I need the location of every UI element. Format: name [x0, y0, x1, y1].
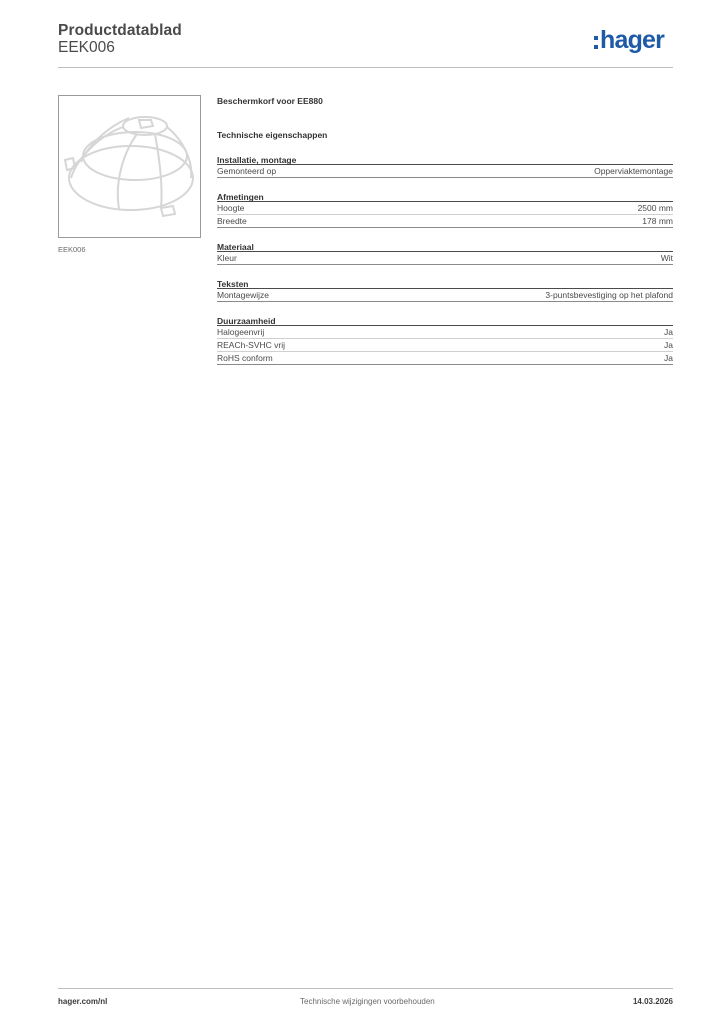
logo-dots-icon	[594, 36, 598, 49]
spec-row	[217, 202, 673, 215]
spec-section	[217, 242, 673, 265]
footer-disclaimer: Technische wijzigingen voorbehouden	[300, 997, 435, 1006]
spec-section-title: Teksten	[217, 279, 673, 289]
footer-divider	[58, 988, 673, 989]
spec-label: Halogeenvrij	[217, 327, 265, 337]
spec-section	[217, 192, 673, 228]
spec-label: Montagewijze	[217, 290, 269, 300]
spec-section-title: Afmetingen	[217, 192, 673, 202]
footer-website-link[interactable]: hager.com/nl	[58, 997, 108, 1006]
spec-value: Ja	[664, 353, 673, 363]
protective-cage-illustration	[59, 96, 200, 237]
spec-section	[217, 316, 673, 365]
spec-label: Hoogte	[217, 203, 245, 213]
spec-section	[217, 279, 673, 302]
spec-row	[217, 252, 673, 265]
spec-section-title: Duurzaamheid	[217, 316, 673, 326]
spec-row	[217, 165, 673, 178]
spec-value: Ja	[664, 327, 673, 337]
spec-section	[217, 155, 673, 178]
spec-value: Opperviaktemontage	[594, 166, 673, 176]
spec-sections	[217, 155, 673, 365]
spec-value: Wit	[660, 253, 673, 263]
spec-label: REACh-SVHC vrij	[217, 340, 286, 350]
spec-value: 178 mm	[642, 216, 673, 226]
technical-properties-title: Technische eigenschappen	[217, 130, 328, 140]
page-title: Productdatablad	[58, 22, 182, 39]
spec-label: Breedte	[217, 216, 247, 226]
spec-panel	[217, 96, 673, 365]
hager-logo	[594, 28, 664, 58]
product-image	[58, 95, 201, 238]
spec-row	[217, 215, 673, 228]
spec-label: Gemonteerd op	[217, 166, 277, 176]
product-name: Beschermkorf voor EE880	[217, 96, 323, 106]
spec-label: Kleur	[217, 253, 237, 263]
spec-row	[217, 289, 673, 302]
spec-row	[217, 326, 673, 339]
spec-section-title: Installatie, montage	[217, 155, 673, 165]
image-caption: EEK006	[58, 245, 86, 254]
footer-date: 14.03.2026	[632, 997, 673, 1006]
header-divider	[58, 67, 673, 68]
spec-value: 3-puntsbevestiging op het plafond	[545, 290, 673, 300]
product-code: EEK006	[58, 39, 115, 56]
spec-row	[217, 352, 673, 365]
spec-label: RoHS conform	[217, 353, 273, 363]
spec-value: Ja	[664, 340, 673, 350]
spec-section-title: Materiaal	[217, 242, 673, 252]
spec-value: 2500 mm	[637, 203, 673, 213]
spec-row	[217, 339, 673, 352]
logo-text: hager	[600, 26, 665, 54]
